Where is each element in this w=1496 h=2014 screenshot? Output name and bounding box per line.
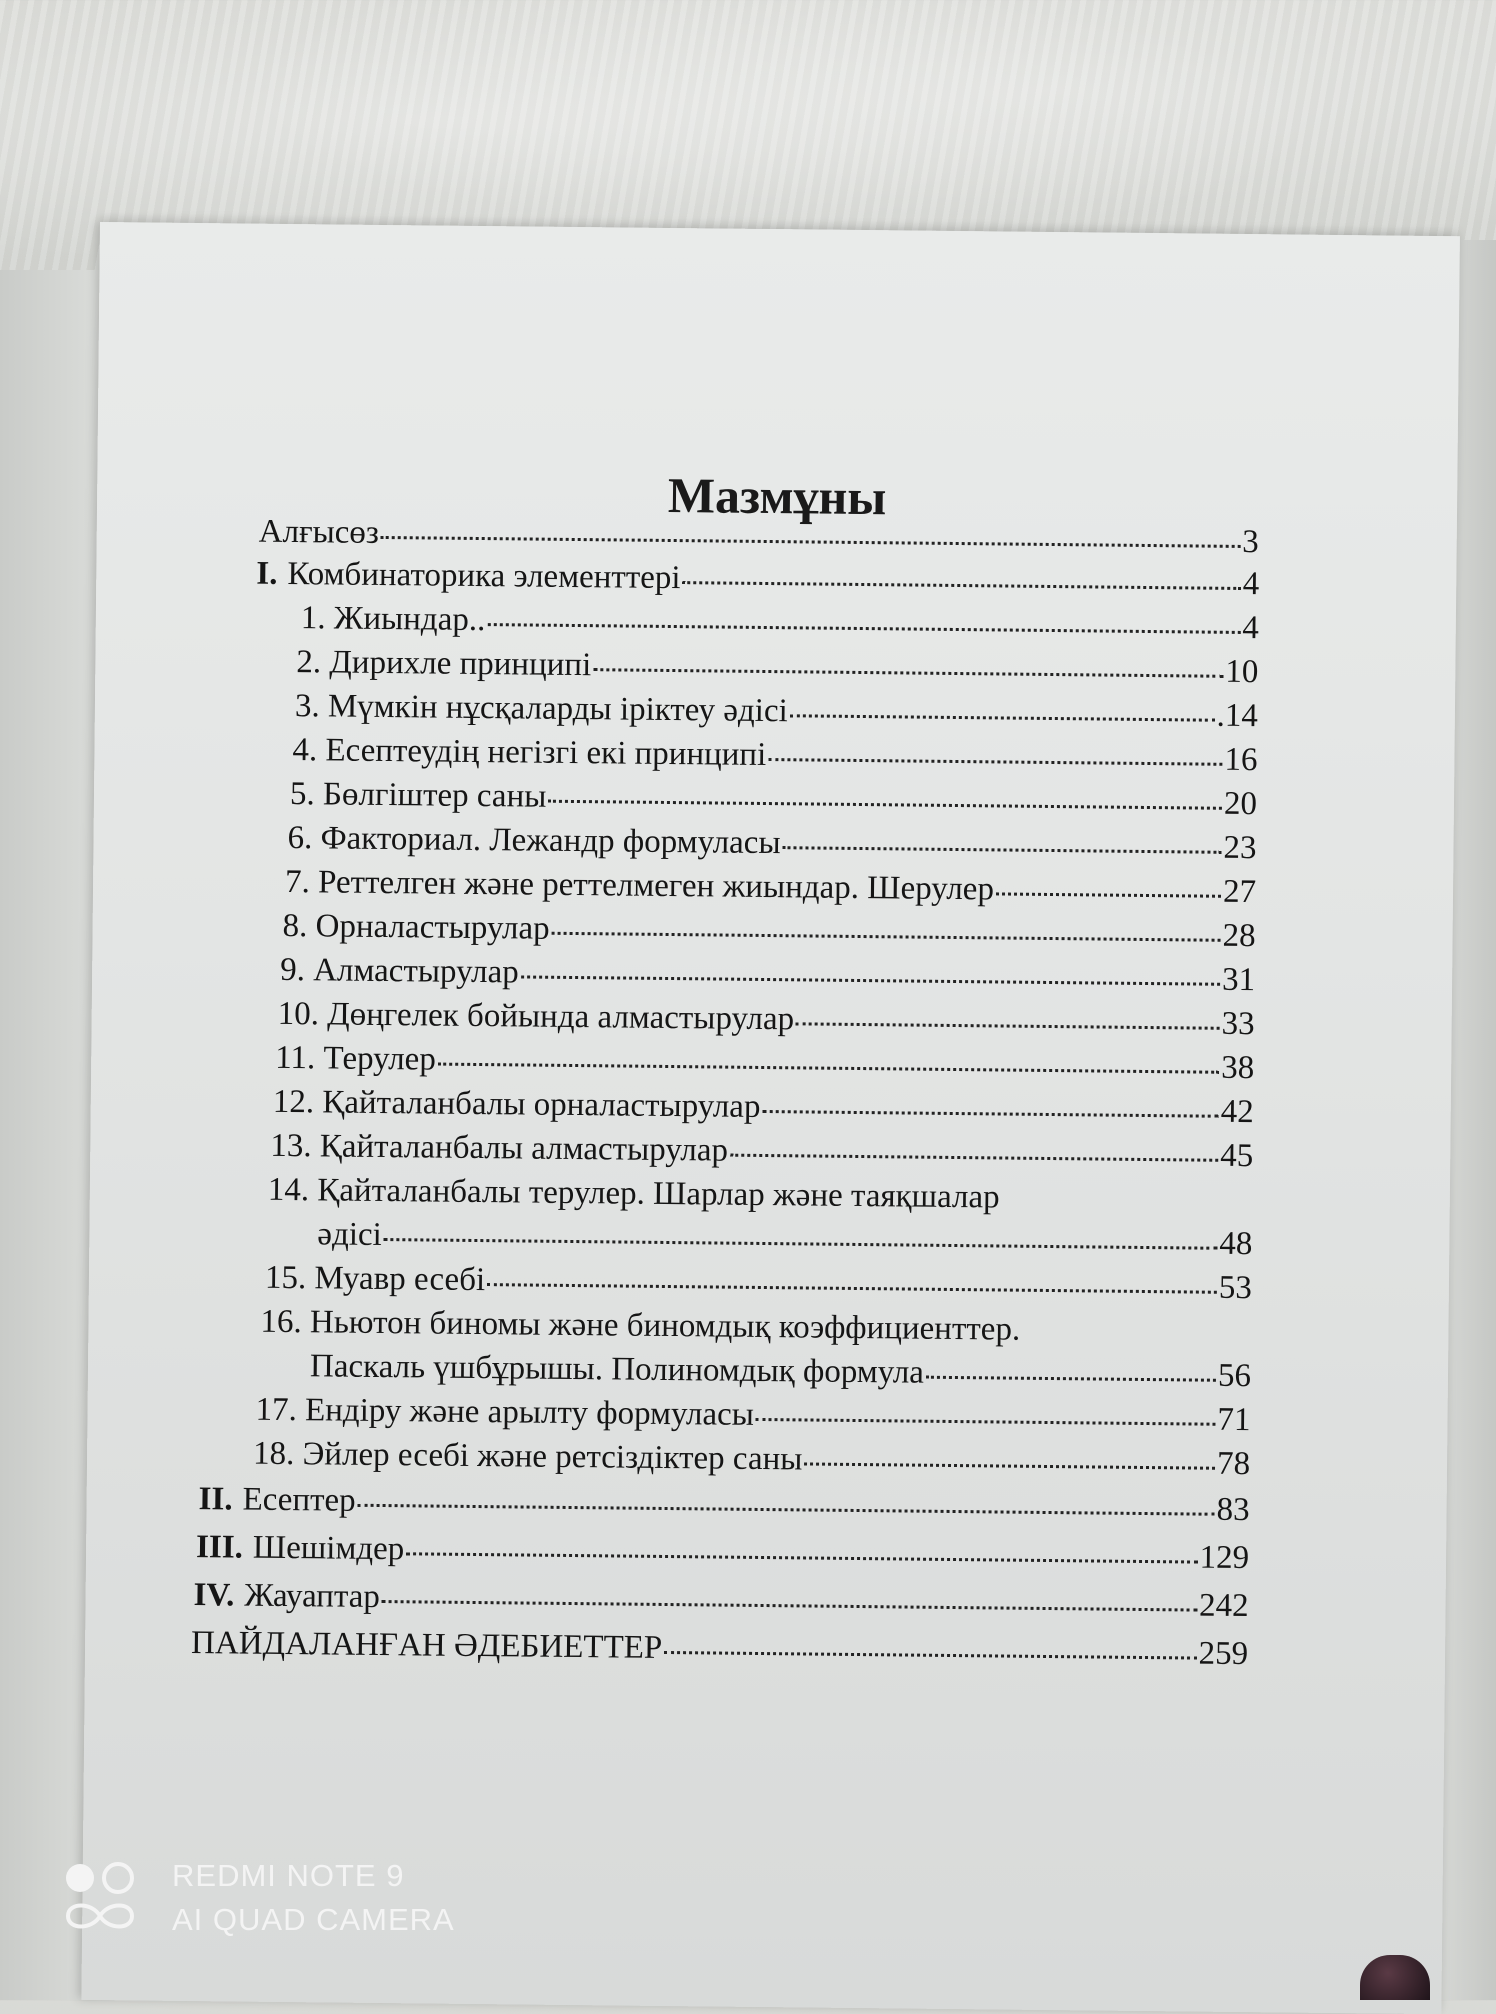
toc-entry-page: 42 — [1220, 1093, 1254, 1131]
dot-leader — [730, 1154, 1218, 1162]
dot-leader — [762, 1110, 1218, 1118]
toc-entry-page: 38 — [1221, 1049, 1255, 1087]
toc-entry-label: Жауаптар — [244, 1577, 381, 1616]
toc-entry-label: 18. Эйлер есебі және ретсіздіктер саны — [252, 1435, 803, 1478]
dot-leader — [521, 975, 1220, 985]
toc-entry-label: Комбинаторика элементтері — [287, 555, 681, 597]
dot-leader — [593, 668, 1223, 678]
watermark-camera: AI QUAD CAMERA — [172, 1902, 455, 1937]
toc-entry-label: 6. Факториал. Лежандр формуласы — [287, 819, 781, 862]
dot-leader — [756, 1418, 1216, 1426]
toc-entry-page: 28 — [1222, 917, 1256, 955]
book-page — [81, 222, 1460, 2014]
toc-entry-page: 48 — [1219, 1225, 1253, 1263]
dot-leader — [768, 758, 1222, 766]
toc-entry-label: Есептер — [242, 1481, 356, 1519]
toc-entry-label: 7. Реттелген және реттелмеген жиындар. Шерулер — [284, 863, 995, 908]
toc-entry-label: 15. Муавр есебі — [264, 1259, 486, 1299]
dot-leader — [790, 714, 1215, 721]
toc-entry-label: 4. Есептеудің негізгі екі принципі — [292, 732, 767, 774]
toc-entry-16-line1: 16. Ньютон биномы және биномдық коэффициенттер. — [260, 1303, 1021, 1348]
page-title: Мазмұны — [667, 466, 887, 526]
toc-entry-continuation: Паскаль үшбұрышы. Полиномдық формула — [309, 1348, 925, 1391]
toc-entry-page: 129 — [1199, 1539, 1250, 1577]
toc-entry-page: 4 — [1242, 609, 1259, 647]
toc-entry-page: 33 — [1221, 1005, 1255, 1043]
camera-lens-icon — [62, 1858, 142, 1938]
toc-entry-label: ПАЙДАЛАНҒАН ӘДЕБИЕТТЕР — [190, 1625, 663, 1666]
dot-leader — [438, 1063, 1219, 1074]
toc-entry-page: 4 — [1242, 565, 1260, 603]
toc-entry-label: 12. Қайталанбалы орналастырулар — [272, 1083, 761, 1125]
toc-entry-page: 83 — [1216, 1491, 1250, 1529]
dot-leader — [358, 1504, 1215, 1516]
toc-entry-label: 9. Алмастырулар — [279, 951, 519, 991]
toc-entry-label: 2. Дирихле принципі — [296, 644, 592, 684]
toc-entry-section-4 — [193, 1577, 1248, 1632]
dot-leader — [804, 1462, 1215, 1469]
dot-leader — [552, 932, 1221, 942]
toc-entry-label: 13. Қайталанбалы алмастырулар — [270, 1127, 729, 1169]
dot-leader — [682, 581, 1240, 590]
watermark-model: REDMI NOTE 9 — [172, 1858, 405, 1893]
toc-entry-page: 23 — [1223, 829, 1257, 867]
toc-entry-label: 10. Дөңгелек бойында алмастырулар — [277, 995, 795, 1038]
dot-leader — [487, 1283, 1217, 1294]
dot-leader — [382, 1600, 1197, 1612]
toc-entry-page: 16 — [1224, 741, 1258, 779]
section-numeral: III. — [195, 1529, 244, 1566]
toc-entry-page: 10 — [1225, 653, 1259, 691]
toc-entry-page: 259 — [1198, 1635, 1249, 1673]
dot-leader — [996, 892, 1221, 897]
dot-leader — [548, 800, 1222, 810]
toc-entry-page: 53 — [1218, 1269, 1253, 1307]
toc-entry-18 — [253, 1436, 1250, 1490]
toc-entry-continuation: әдісі — [317, 1216, 383, 1254]
toc-entry-label: 8. Орналастырулар — [282, 907, 550, 947]
toc-entry-page: 45 — [1220, 1137, 1254, 1175]
toc-entry-section-3 — [196, 1529, 1249, 1584]
section-numeral: I. — [256, 555, 278, 592]
toc-entry-label: 3. Мүмкін нұсқаларды іріктеу әдісі — [294, 688, 788, 730]
section-numeral: II. — [198, 1481, 233, 1518]
toc-entry-label: 17. Ендіру және арылту формуласы — [255, 1391, 755, 1433]
toc-entry-14-line1: 14. Қайталанбалы терулер. Шарлар және таяқшалар — [267, 1171, 1000, 1216]
dot-leader — [783, 846, 1222, 854]
dot-leader — [406, 1552, 1197, 1563]
dot-leader — [664, 1651, 1196, 1660]
pen-object — [1360, 1955, 1430, 2000]
toc-entry-page: 71 — [1217, 1401, 1251, 1439]
toc-entry-section-2 — [198, 1481, 1249, 1536]
dot-leader — [384, 1238, 1218, 1250]
toc-entry-label: 11. Терулер — [275, 1039, 436, 1078]
toc-entry-page: 31 — [1221, 961, 1256, 999]
toc-entry-label: 1. Жиындар.. — [300, 600, 486, 639]
toc-entry-page: 242 — [1198, 1587, 1249, 1625]
dot-leader — [926, 1376, 1216, 1382]
dot-leader — [796, 1022, 1220, 1029]
toc-entry-label: Алғысөз — [258, 513, 380, 551]
toc-entry-page: 27 — [1222, 873, 1257, 911]
toc-entry-label: 5. Бөлгіштер саны — [289, 776, 547, 815]
dot-leader — [381, 536, 1240, 548]
toc-entry-page: 20 — [1223, 785, 1258, 823]
toc-entry-page: 78 — [1216, 1445, 1251, 1483]
dot-leader — [487, 623, 1240, 634]
section-numeral: IV. — [193, 1577, 235, 1614]
toc-entry-bibliography — [191, 1625, 1248, 1680]
toc-entry-label: Шешімдер — [252, 1529, 405, 1568]
toc-entry-page: 56 — [1217, 1357, 1252, 1395]
toc-entry-page: .14 — [1216, 697, 1259, 735]
toc-entry-page: 3 — [1242, 523, 1259, 561]
